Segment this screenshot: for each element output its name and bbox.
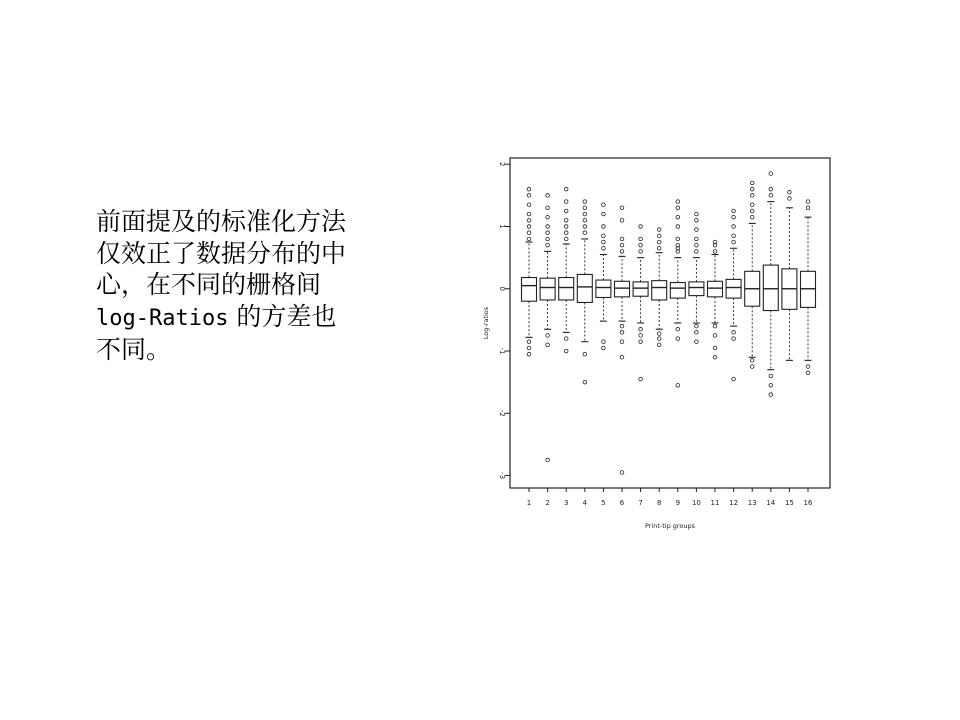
outlier-point xyxy=(657,246,661,250)
outlier-point xyxy=(546,343,550,347)
y-tick-label: 0 xyxy=(498,286,506,291)
outlier-point xyxy=(695,250,699,254)
outlier-point xyxy=(602,240,606,244)
outlier-point xyxy=(620,206,624,210)
outlier-point xyxy=(732,225,736,229)
outlier-point xyxy=(583,231,587,235)
outlier-point xyxy=(639,237,643,241)
outlier-point xyxy=(695,237,699,241)
outlier-point xyxy=(732,209,736,213)
outlier-point xyxy=(657,332,661,336)
outlier-point xyxy=(527,203,531,207)
x-tick-label: 12 xyxy=(729,499,739,507)
outlier-point xyxy=(639,225,643,229)
outlier-point xyxy=(750,215,754,219)
outlier-point xyxy=(546,237,550,241)
x-tick-label: 2 xyxy=(545,499,550,507)
outlier-point xyxy=(583,380,587,384)
x-tick-label: 1 xyxy=(526,499,532,507)
outlier-point xyxy=(732,215,736,219)
box xyxy=(615,281,630,297)
text-line-3: 心，在不同的栅格间 xyxy=(96,270,322,299)
outlier-point xyxy=(602,203,606,207)
outlier-point xyxy=(527,237,531,241)
outlier-point xyxy=(602,346,606,350)
text-line-4-term: log-Ratios xyxy=(96,305,229,331)
outlier-point xyxy=(769,374,773,378)
x-tick-label: 15 xyxy=(784,499,794,507)
box xyxy=(763,265,778,310)
outlier-point xyxy=(732,331,736,335)
outlier-point xyxy=(527,346,531,350)
outlier-point xyxy=(806,200,810,204)
text-line-4-rest: 的方差也 xyxy=(228,301,337,331)
x-tick-label: 9 xyxy=(675,499,681,507)
outlier-point xyxy=(676,215,680,219)
x-tick-label: 16 xyxy=(803,499,813,507)
outlier-point xyxy=(657,234,661,238)
outlier-point xyxy=(732,337,736,341)
boxplot-chart xyxy=(470,150,850,540)
outlier-point xyxy=(769,172,773,176)
outlier-point xyxy=(750,359,754,363)
box xyxy=(559,278,574,300)
outlier-point xyxy=(564,225,568,229)
outlier-point xyxy=(750,365,754,369)
x-tick-label: 11 xyxy=(710,499,720,507)
box xyxy=(652,281,667,300)
outlier-point xyxy=(695,340,699,344)
y-axis-label: Log-ratios xyxy=(482,306,490,340)
outlier-point xyxy=(788,197,792,201)
x-tick-label: 7 xyxy=(638,499,643,507)
outlier-point xyxy=(546,243,550,247)
outlier-point xyxy=(788,190,792,194)
boxplot-svg xyxy=(470,150,850,540)
outlier-point xyxy=(695,331,699,335)
x-tick-label: 4 xyxy=(582,499,588,507)
outlier-point xyxy=(769,194,773,198)
text-line-1: 前面提及的标准化方法 xyxy=(96,207,347,236)
outlier-point xyxy=(676,225,680,229)
text-line-4 xyxy=(96,301,426,335)
outlier-point xyxy=(620,218,624,222)
outlier-point xyxy=(676,200,680,204)
outlier-point xyxy=(769,393,773,397)
y-tick-label: 2 xyxy=(498,161,506,167)
outlier-point xyxy=(620,237,624,241)
outlier-point xyxy=(713,346,717,350)
outlier-point xyxy=(713,324,717,328)
box xyxy=(540,278,555,300)
outlier-point xyxy=(583,212,587,216)
outlier-point xyxy=(564,218,568,222)
outlier-point xyxy=(695,228,699,232)
outlier-point xyxy=(639,243,643,247)
outlier-point xyxy=(583,206,587,210)
outlier-point xyxy=(620,243,624,247)
x-tick-label: 13 xyxy=(747,499,757,507)
y-tick-label: -3 xyxy=(498,472,506,480)
outlier-point xyxy=(564,349,568,353)
outlier-point xyxy=(602,246,606,250)
plot-frame xyxy=(510,158,830,488)
outlier-point xyxy=(527,231,531,235)
outlier-point xyxy=(713,334,717,338)
text-line-2: 仅效正了数据分布的中 xyxy=(96,238,347,268)
outlier-point xyxy=(546,334,550,338)
outlier-point xyxy=(602,225,606,229)
outlier-point xyxy=(546,458,550,462)
outlier-point xyxy=(564,237,568,241)
outlier-point xyxy=(713,250,717,254)
outlier-point xyxy=(564,187,568,191)
outlier-point xyxy=(546,225,550,229)
outlier-point xyxy=(564,337,568,341)
outlier-point xyxy=(620,340,624,344)
outlier-point xyxy=(620,471,624,475)
outlier-point xyxy=(527,187,531,191)
outlier-point xyxy=(732,234,736,238)
x-tick-label: 6 xyxy=(619,499,625,507)
outlier-point xyxy=(527,340,531,344)
outlier-point xyxy=(713,355,717,359)
box xyxy=(670,283,685,299)
outlier-point xyxy=(676,337,680,341)
outlier-point xyxy=(676,327,680,331)
outlier-point xyxy=(527,225,531,229)
outlier-point xyxy=(583,352,587,356)
box xyxy=(633,282,648,296)
box xyxy=(708,281,723,297)
text-line-5: 不同。 xyxy=(96,335,172,364)
outlier-point xyxy=(620,250,624,254)
outlier-point xyxy=(750,187,754,191)
outlier-point xyxy=(657,240,661,244)
x-tick-label: 8 xyxy=(656,499,662,507)
outlier-point xyxy=(806,365,810,369)
outlier-point xyxy=(527,218,531,222)
outlier-point xyxy=(695,212,699,216)
box xyxy=(522,278,537,302)
box xyxy=(577,274,592,302)
outlier-point xyxy=(676,237,680,241)
outlier-point xyxy=(806,371,810,375)
outlier-point xyxy=(639,250,643,254)
y-tick-label: 1 xyxy=(498,224,506,229)
outlier-point xyxy=(527,212,531,216)
outlier-point xyxy=(583,225,587,229)
slide-body-text xyxy=(96,206,426,366)
outlier-point xyxy=(639,377,643,381)
outlier-point xyxy=(750,209,754,213)
outlier-point xyxy=(620,355,624,359)
outlier-point xyxy=(583,218,587,222)
outlier-point xyxy=(750,203,754,207)
outlier-point xyxy=(639,340,643,344)
x-axis-label: Print-tip groups xyxy=(644,522,696,530)
outlier-point xyxy=(602,340,606,344)
outlier-point xyxy=(583,200,587,204)
outlier-point xyxy=(620,331,624,335)
outlier-point xyxy=(639,327,643,331)
box xyxy=(689,282,704,296)
outlier-point xyxy=(676,383,680,387)
outlier-point xyxy=(769,383,773,387)
outlier-point xyxy=(620,324,624,328)
outlier-point xyxy=(564,200,568,204)
outlier-point xyxy=(657,343,661,347)
outlier-point xyxy=(546,194,550,198)
outlier-point xyxy=(750,181,754,185)
outlier-point xyxy=(695,218,699,222)
outlier-point xyxy=(564,209,568,213)
outlier-point xyxy=(602,234,606,238)
outlier-point xyxy=(806,206,810,210)
outlier-point xyxy=(546,206,550,210)
outlier-point xyxy=(769,187,773,191)
outlier-point xyxy=(657,228,661,232)
outlier-point xyxy=(546,215,550,219)
y-tick-label: -2 xyxy=(498,409,506,417)
outlier-point xyxy=(546,231,550,235)
box xyxy=(596,280,611,297)
outlier-point xyxy=(750,194,754,198)
outlier-point xyxy=(676,206,680,210)
outlier-point xyxy=(564,231,568,235)
outlier-point xyxy=(695,324,699,328)
outlier-point xyxy=(639,334,643,338)
outlier-point xyxy=(732,377,736,381)
outlier-point xyxy=(602,212,606,216)
outlier-point xyxy=(657,337,661,341)
x-tick-label: 14 xyxy=(766,499,776,507)
y-tick-label: -1 xyxy=(498,347,506,355)
outlier-point xyxy=(527,352,531,356)
x-tick-label: 5 xyxy=(601,499,606,507)
outlier-point xyxy=(732,240,736,244)
box xyxy=(726,279,741,298)
outlier-point xyxy=(695,243,699,247)
x-tick-label: 3 xyxy=(563,499,569,507)
x-tick-label: 10 xyxy=(691,499,701,507)
outlier-point xyxy=(527,194,531,198)
